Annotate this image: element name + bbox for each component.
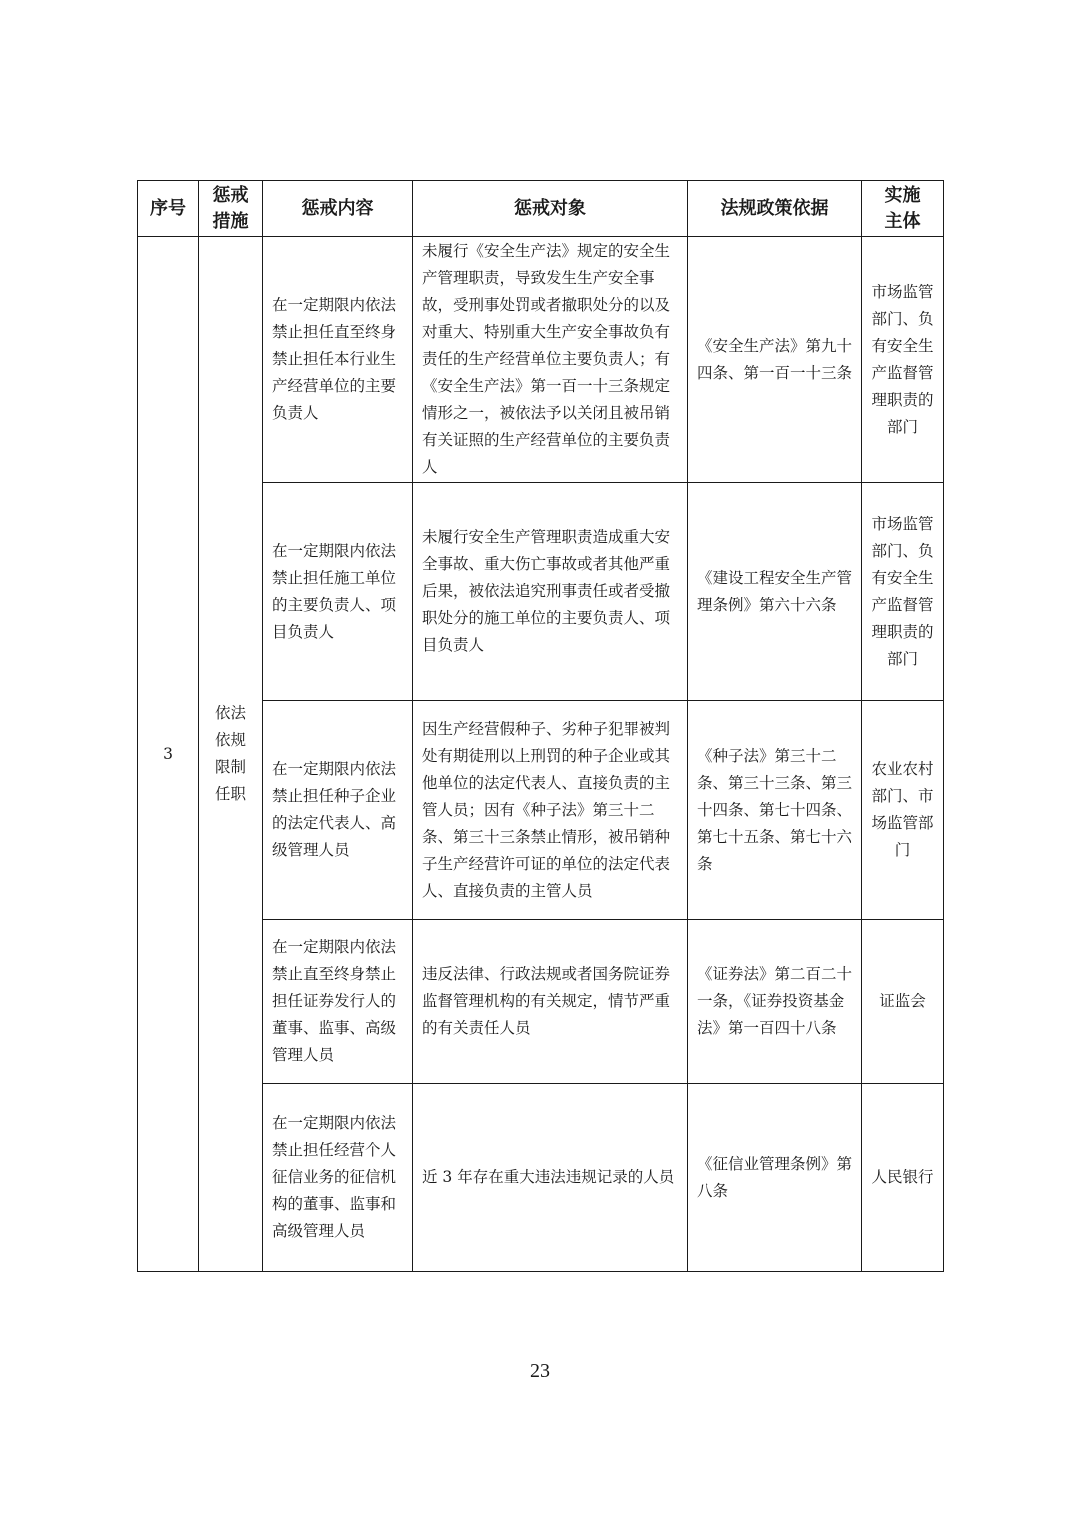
punishment-table — [137, 180, 944, 1272]
basis-text: 《征信业管理条例》第八条 — [697, 1154, 853, 1200]
basis-cell — [688, 237, 862, 483]
target-cell — [413, 483, 688, 701]
subject-cell — [862, 920, 944, 1084]
content-text: 在一定期限内依法禁止担任种子企业的法定代表人、高级管理人员 — [272, 760, 397, 859]
content-cell — [263, 920, 413, 1084]
measure-line: 依规 — [214, 731, 246, 749]
serial-cell: 3 — [138, 237, 199, 1272]
header-subject — [862, 181, 944, 237]
basis-text: 《建设工程安全生产管理条例》第六十六条 — [697, 568, 853, 614]
subject-text: 人民银行 — [871, 1168, 934, 1186]
header-subject-line: 主体 — [884, 210, 921, 232]
subject-text: 农业农村部门、市场监管部门 — [871, 760, 934, 859]
content-text: 在一定期限内依法禁止担任直至终身禁止担任本行业生产经营单位的主要负责人 — [272, 296, 397, 422]
content-text: 在一定期限内依法禁止担任经营个人征信业务的征信机构的董事、监事和高级管理人员 — [272, 1114, 397, 1240]
content-text: 在一定期限内依法禁止担任施工单位的主要负责人、项目负责人 — [272, 541, 397, 641]
target-cell — [413, 920, 688, 1084]
subject-cell — [862, 1084, 944, 1272]
header-measure — [199, 181, 263, 237]
header-content: 惩戒内容 — [263, 181, 413, 237]
measure-line: 任职 — [214, 785, 246, 803]
target-cell — [413, 1084, 688, 1272]
header-subject-line: 实施 — [884, 184, 921, 206]
content-cell — [263, 1084, 413, 1272]
target-text: 未履行《安全生产法》规定的安全生产管理职责，导致发生生产安全事故，受刑事处罚或者撤职处分的以及对重大、特别重大生产安全事故负有责任的生产经营单位主要负责人；有《安全生产法》第一百一十三条规定情形之一，被依法予以关闭且被吊销有关证照的生产经营单位的主要负责人 — [422, 242, 671, 476]
measure-line: 依法 — [214, 704, 246, 722]
target-text: 未履行安全生产管理职责造成重大安全事故、重大伤亡事故或者其他严重后果，被依法追究刑事责任或者受撤职处分的施工单位的主要负责人、项目负责人 — [422, 528, 671, 654]
content-cell — [263, 701, 413, 920]
header-target: 惩戒对象 — [413, 181, 688, 237]
basis-text: 《安全生产法》第九十四条、第一百一十三条 — [697, 336, 853, 382]
subject-text: 市场监管部门、负有安全生产监督管理职责的部门 — [871, 282, 934, 436]
header-basis: 法规政策依据 — [688, 181, 862, 237]
content-text: 在一定期限内依法禁止直至终身禁止担任证券发行人的董事、监事、高级管理人员 — [272, 938, 397, 1064]
table-header-row — [138, 181, 944, 237]
target-text: 因生产经营假种子、劣种子犯罪被判处有期徒刑以上刑罚的种子企业或其他单位的法定代表人、直接负责的主管人员；因有《种子法》第三十二条、第三十三条禁止情形，被吊销种子生产经营许可证的单位的法定代表人、直接负责的主管人员 — [422, 719, 671, 900]
basis-cell — [688, 1084, 862, 1272]
subject-text: 市场监管部门、负有安全生产监督管理职责的部门 — [871, 514, 934, 668]
subject-cell — [862, 701, 944, 920]
content-cell — [263, 483, 413, 701]
header-serial: 序号 — [138, 181, 199, 237]
target-text: 违反法律、行政法规或者国务院证券监督管理机构的有关规定，情节严重的有关责任人员 — [422, 965, 671, 1037]
measure-line: 限制 — [214, 758, 246, 776]
basis-cell — [688, 920, 862, 1084]
target-cell — [413, 237, 688, 483]
measure-cell — [199, 237, 263, 1272]
header-measure-line: 惩戒 — [212, 184, 249, 206]
table-row — [138, 237, 944, 483]
basis-text: 《种子法》第三十二条、第三十三条、第三十四条、第七十四条、第七十五条、第七十六条 — [697, 746, 853, 873]
target-cell — [413, 701, 688, 920]
header-measure-line: 措施 — [212, 210, 249, 232]
basis-text: 《证券法》第二百二十一条，《证券投资基金法》第一百四十八条 — [697, 965, 853, 1037]
subject-text: 证监会 — [879, 992, 926, 1010]
target-text: 近 3 年存在重大违法违规记录的人员 — [422, 1168, 675, 1186]
basis-cell — [688, 701, 862, 920]
content-cell — [263, 237, 413, 483]
subject-cell — [862, 237, 944, 483]
basis-cell — [688, 483, 862, 701]
subject-cell — [862, 483, 944, 701]
page-number: 23 — [530, 1360, 550, 1382]
